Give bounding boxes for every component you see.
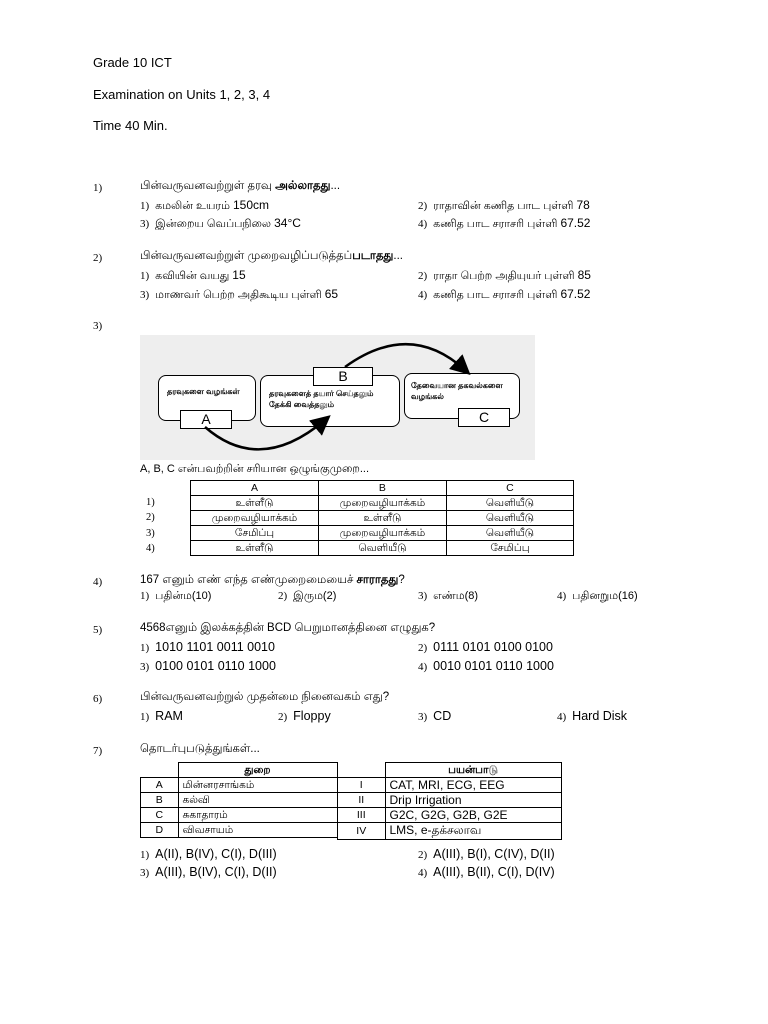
q2-number: 2) [93,252,103,264]
q2-option-1[interactable]: 1) கவியின் வயது 15 [140,268,246,282]
table-cell: உள்ளீடு [191,541,319,556]
table-cell: சேமிப்பு [446,541,573,556]
table-cell: I [338,778,386,793]
diagram-box-process-label-1: தரவுகளைத் தயார் செய்தலும் [269,389,374,398]
q3-row-number-1: 1) [146,497,155,508]
q5-number: 5) [93,624,103,636]
table-row[interactable] [191,511,574,526]
q3-prompt: A, B, C என்பவற்றின் சரியான ஒழுங்குமுறை... [140,463,370,475]
table-cell: வெளியீடு [446,526,573,541]
q3-number: 3) [93,320,103,332]
table-cell: Drip Irrigation [385,793,561,808]
table-cell: சுகாதாரம் [178,808,337,823]
table-cell: முறைவழியாக்கம் [318,526,446,541]
q1-text: பின்வருவனவற்றுள் தரவு அல்லாதது... [140,180,341,192]
q4-number: 4) [93,576,103,588]
table-cell: சேமிப்பு [191,526,319,541]
q1-option-3[interactable]: 3) இன்றைய வெப்பநிலை 34°C [140,216,301,230]
table-cell: A [141,778,179,793]
q6-option-4[interactable]: 4) Hard Disk [557,709,628,723]
table-header-row [338,763,562,778]
table-cell: IV [338,823,386,840]
table-cell: வெளியீடு [446,496,573,511]
table-cell: உள்ளீடு [191,496,319,511]
q7-option-4[interactable]: 4) A(III), B(II), C(I), D(IV) [418,865,555,879]
q2-option-4[interactable]: 4) கணித பாட சராசரி புள்ளி 67.52 [418,287,591,301]
table-row[interactable] [191,541,574,556]
q2-option-2[interactable]: 2) ராதா பெற்ற அதியுயர் புள்ளி 85 [418,268,591,282]
diagram-box-output-label-2: வழங்கல் [411,392,444,401]
q7-option-2[interactable]: 2) A(III), B(I), C(IV), D(II) [418,847,555,861]
q6-option-1[interactable]: 1) RAM [140,709,183,723]
table-cell: மின்னரசாங்கம் [178,778,337,793]
table-cell: கல்வி [178,793,337,808]
table-cell: II [338,793,386,808]
q7-text: தொடர்புபடுத்துங்கள்... [140,743,260,755]
q5-text: 4568எனும் இலக்கத்தின் BCD பெறுமானத்தினை எழுதுக? [140,622,436,634]
q7-number: 7) [93,745,103,757]
table-cell: உள்ளீடு [318,511,446,526]
table-row[interactable] [338,778,562,793]
q4-option-3[interactable]: 3) எண்ம(8) [418,590,479,602]
col-header-b: B [318,481,446,496]
q5-option-1[interactable]: 1) 1010 1101 0011 0010 [140,640,275,654]
q6-option-2[interactable]: 2) Floppy [278,709,331,723]
table-row[interactable] [191,526,574,541]
q3-diagram [140,335,535,460]
table-header-row [191,481,574,496]
table-header-row [141,763,338,778]
q7-right-table [337,762,562,840]
table-row[interactable] [141,808,338,823]
exam-time: Time 40 Min. [93,118,168,133]
table-row[interactable] [191,496,574,511]
table-row[interactable] [141,778,338,793]
q4-option-2[interactable]: 2) இரும(2) [278,590,337,602]
table-cell: D [141,823,179,838]
q4-option-1[interactable]: 1) பதின்ம(10) [140,590,212,602]
table-cell: முறைவழியாக்கம் [191,511,319,526]
diagram-box-input-label: தரவுகளை வழங்கள் [167,387,240,396]
q5-option-3[interactable]: 3) 0100 0101 0110 1000 [140,659,276,673]
diagram-box-process-label-2: தேக்கி வைத்தலும் [269,400,335,409]
q7-left-table [140,762,338,838]
q1-option-2[interactable]: 2) ராதாவின் கணித பாட புள்ளி 78 [418,198,590,212]
q1-option-4[interactable]: 4) கணித பாட சராசரி புள்ளி 67.52 [418,216,591,230]
q4-text: 167 எனும் எண் எந்த எண்முறைமையைச் சாராதது? [140,574,405,586]
exam-title: Examination on Units 1, 2, 3, 4 [93,87,271,102]
diagram-box-output-label-1: தேவையான தகவல்களை [411,381,503,390]
q6-text: பின்வருவனவற்றுல் முதன்மை நினைவகம் எது? [140,691,390,703]
q7-option-1[interactable]: 1) A(II), B(IV), C(I), D(III) [140,847,277,861]
table-cell: வெளியீடு [318,541,446,556]
table-cell: விவசாயம் [178,823,337,838]
q4-option-4[interactable]: 4) பதினறும(16) [557,590,638,602]
arrow-a-to-process [205,420,325,449]
diagram-label-c: C [458,408,510,427]
q5-option-2[interactable]: 2) 0111 0101 0100 0100 [418,640,553,654]
q5-option-4[interactable]: 4) 0010 0101 0110 1000 [418,659,554,673]
table-cell: முறைவழியாக்கம் [318,496,446,511]
table-cell: CAT, MRI, ECG, EEG [385,778,561,793]
table-row[interactable] [141,793,338,808]
table-cell: C [141,808,179,823]
q1-number: 1) [93,182,103,194]
q3-row-number-2: 2) [146,512,155,523]
table-row[interactable] [338,823,562,840]
col-header-use: பயன்பாடு [385,763,561,778]
q1-option-1[interactable]: 1) கமலின் உயரம் 150cm [140,198,270,212]
q7-option-3[interactable]: 3) A(III), B(IV), C(I), D(II) [140,865,277,879]
col-header-a: A [191,481,319,496]
q2-option-3[interactable]: 3) மாணவர் பெற்ற அதிகூடிய புள்ளி 65 [140,287,339,301]
col-header-c: C [446,481,573,496]
arrow-b-to-output [345,344,465,370]
q3-options-table [190,480,574,556]
diagram-label-a: A [180,410,232,429]
table-row[interactable] [141,823,338,838]
diagram-label-b: B [313,367,373,386]
q3-row-number-3: 3) [146,528,155,539]
q3-row-number-4: 4) [146,543,155,554]
q2-text: பின்வருவனவற்றுள் முறைவழிப்படுத்தப்படாதது... [140,250,403,262]
table-cell: வெளியீடு [446,511,573,526]
col-header-field: துறை [178,763,337,778]
grade-title: Grade 10 ICT [93,55,172,70]
diagram-arrows [140,335,535,460]
table-cell: LMS, e-தக்சலாவ [385,823,561,840]
table-cell: III [338,808,386,823]
table-cell: G2C, G2G, G2B, G2E [385,808,561,823]
table-row[interactable] [338,793,562,808]
q6-option-3[interactable]: 3) CD [418,709,452,723]
table-row[interactable] [338,808,562,823]
q6-number: 6) [93,693,103,705]
table-cell: B [141,793,179,808]
